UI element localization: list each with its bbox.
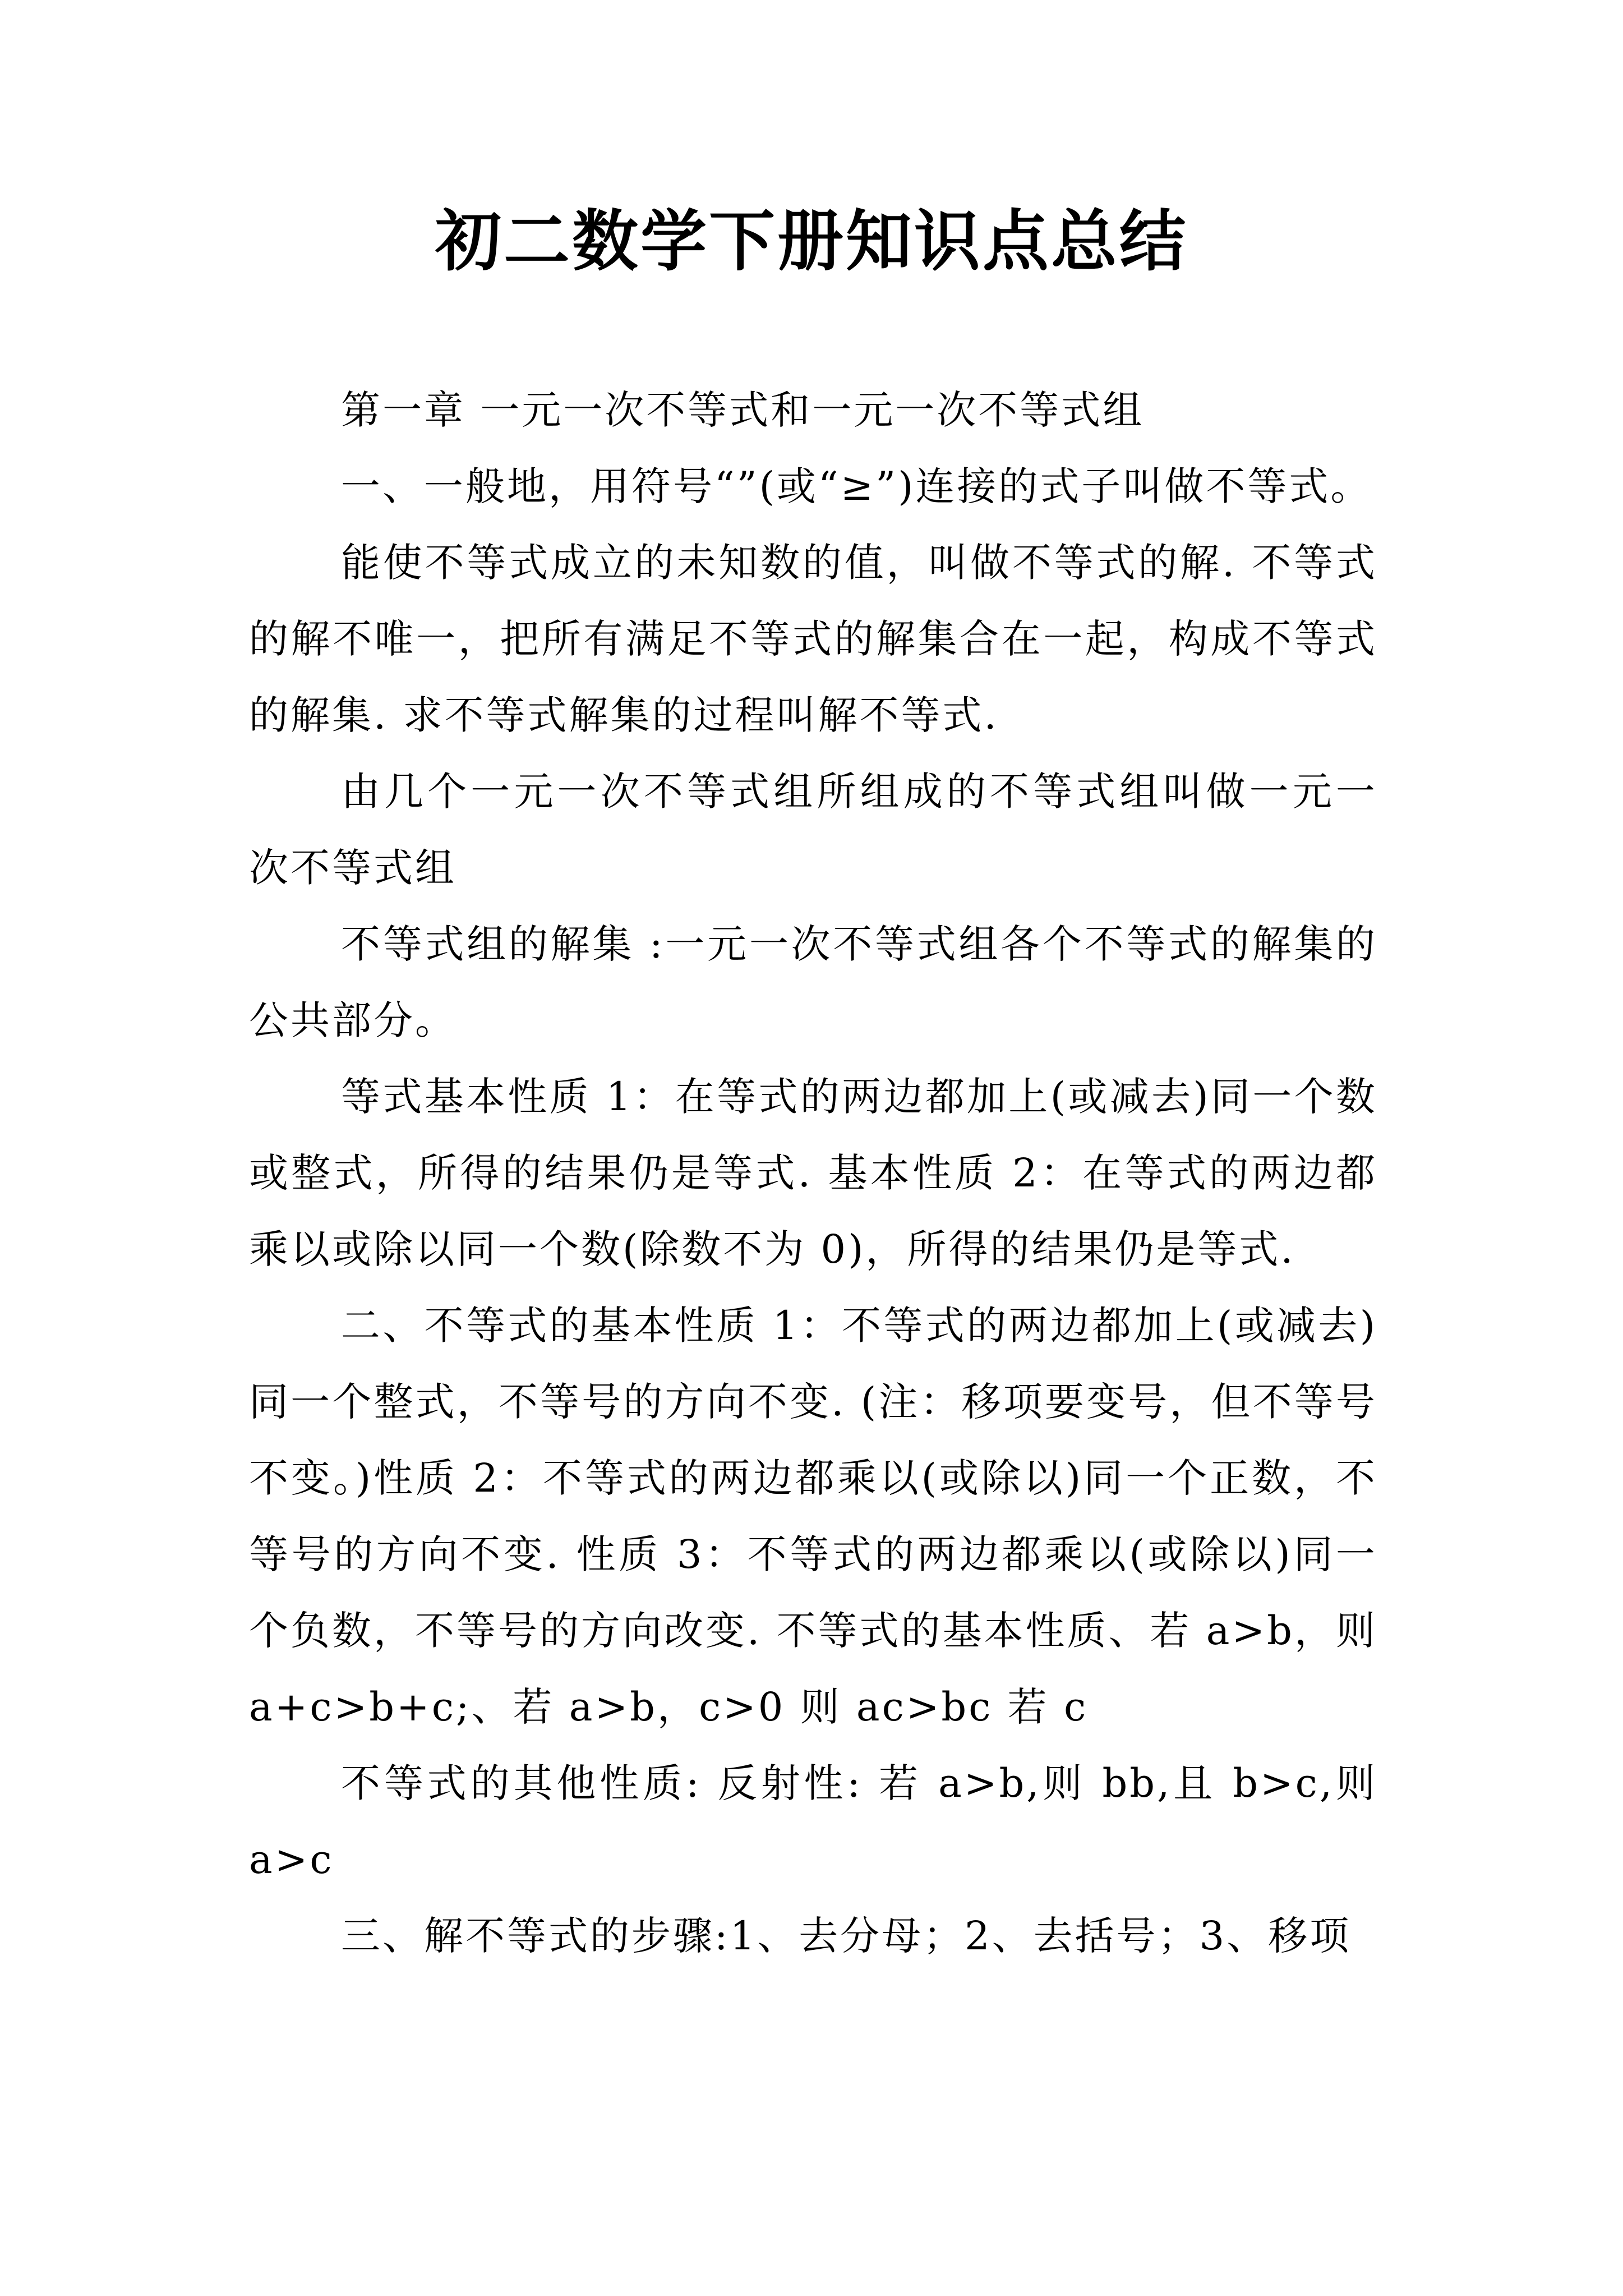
- paragraph: 由几个一元一次不等式组所组成的不等式组叫做一元一次不等式组: [249, 769, 1377, 891]
- paragraph: 能使不等式成立的未知数的值，叫做不等式的解. 不等式的解不唯一，把所有满足不等式的解集合在一起，构成不等式的解集. 求不等式解集的过程叫解不等式.: [249, 540, 1377, 738]
- paragraph: 二、不等式的基本性质 1：不等式的两边都加上(或减去)同一个整式，不等号的方向不变. (注：移项要变号，但不等号不变。)性质 2：不等式的两边都乘以(或除以)同一个正数，不等号的方向不变. 性质 3：不等式的两边都乘以(或除以)同一个负数，不等号的方向改变. 不等式的基本性质、若 a>b，则 a+c>b+c;、若 a>b，c>0 则 ac>bc 若 c: [249, 1303, 1377, 1730]
- paragraph: 三、解不等式的步骤:1、去分母；2、去括号；3、移项: [341, 1913, 1352, 1959]
- document-title: 初二数学下册知识点总结: [435, 202, 1188, 280]
- paragraph: 不等式组的解集 :一元一次不等式组各个不等式的解集的公共部分。: [249, 921, 1377, 1043]
- paragraph: 等式基本性质 1：在等式的两边都加上(或减去)同一个数或整式，所得的结果仍是等式. 基本性质 2：在等式的两边都乘以或除以同一个数(除数不为 0)，所得的结果仍是等式.: [249, 1074, 1377, 1272]
- paragraph: 一、一般地，用符号“”(或“≥”)连接的式子叫做不等式。: [341, 463, 1372, 509]
- chapter-heading: 第一章 一元一次不等式和一元一次不等式组: [341, 387, 1145, 433]
- paragraph: 不等式的其他性质: 反射性: 若 a>b,则 bb,且 b>c,则 a>c: [249, 1760, 1377, 1883]
- document-body: [249, 372, 1377, 1974]
